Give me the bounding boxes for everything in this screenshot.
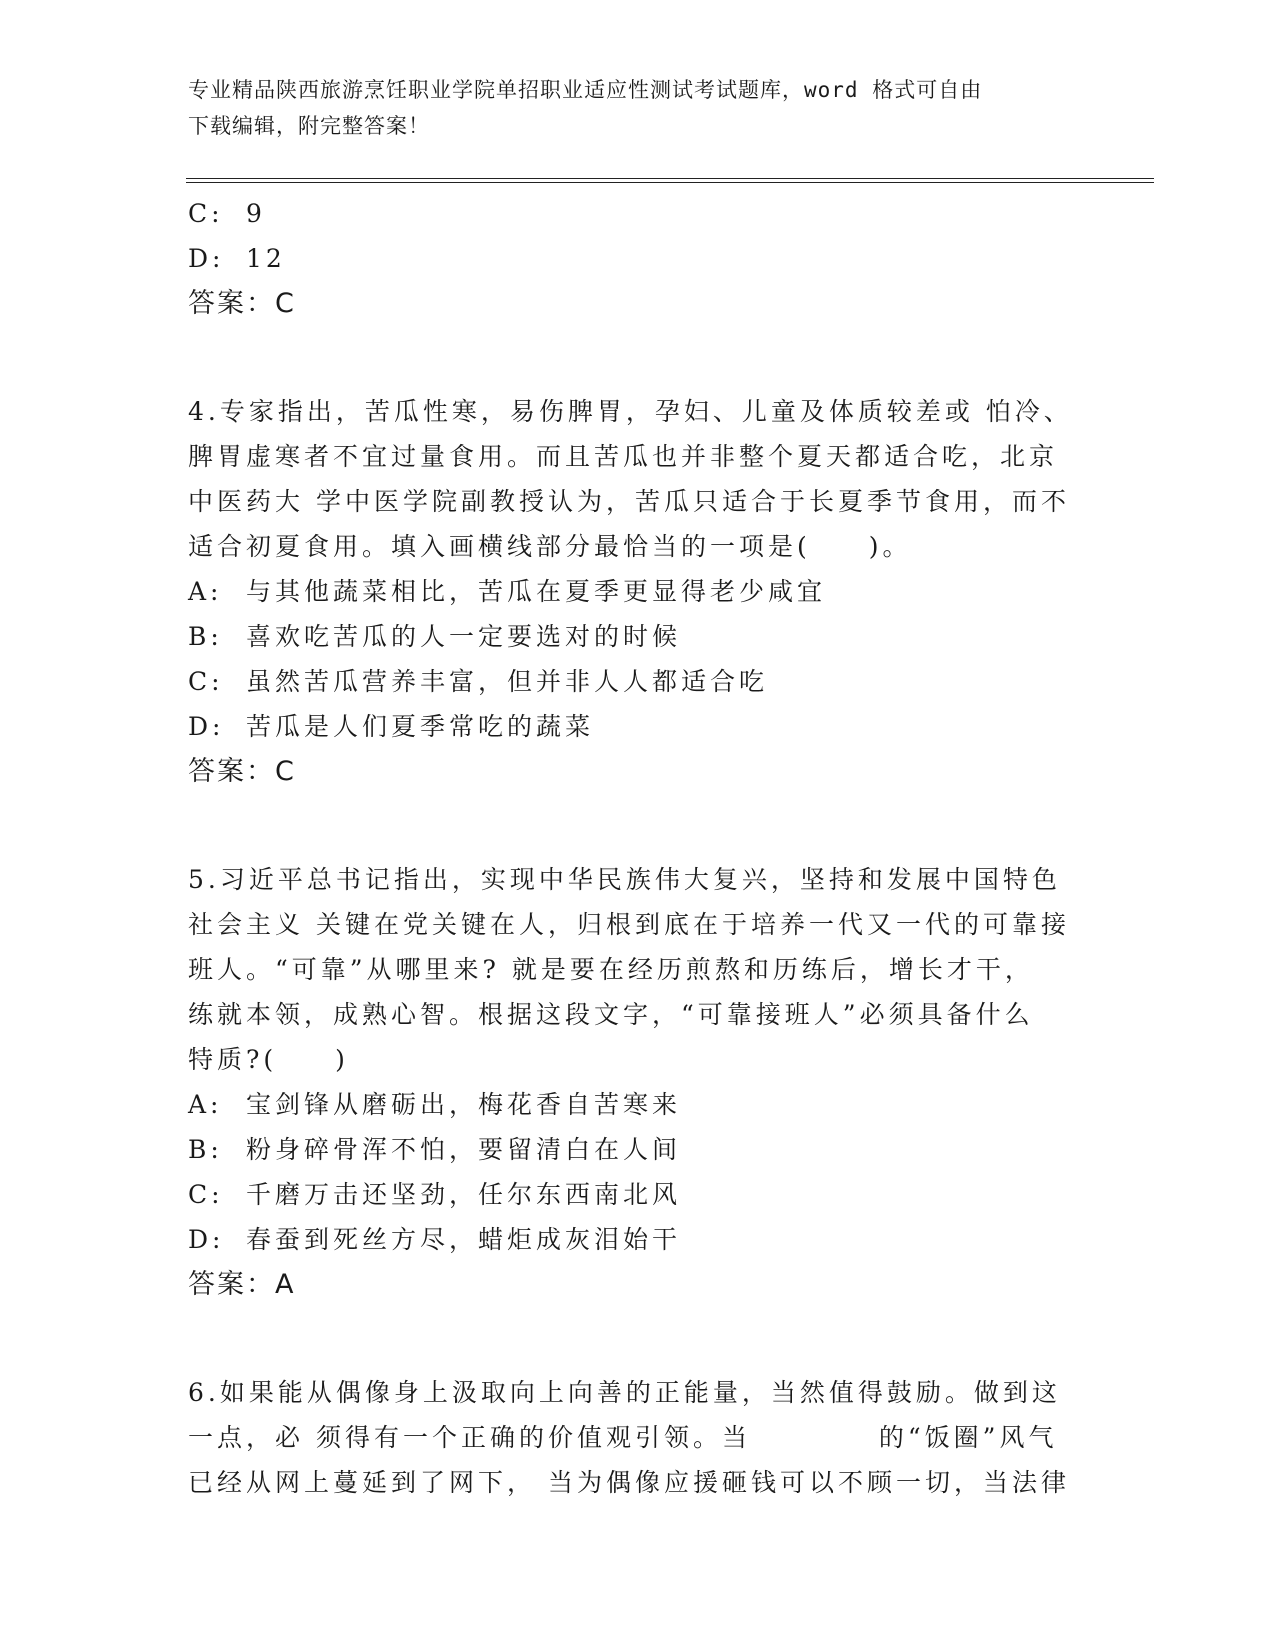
question-text-line: 特质?( ) xyxy=(188,1045,349,1074)
question-6 xyxy=(188,1370,1088,1505)
option-label: A: xyxy=(188,577,223,606)
header-divider-top xyxy=(186,178,1154,179)
option-c xyxy=(188,1172,1088,1217)
option-label: D: xyxy=(188,244,225,273)
question-text-line: 班人。“可靠”从哪里来? 就是要在经历煎熬和历练后，增长才干， xyxy=(188,955,1034,984)
option-d xyxy=(188,1217,1088,1262)
option-text: 12 xyxy=(246,244,286,273)
option-label: C: xyxy=(188,1180,224,1209)
option-a xyxy=(188,569,1088,614)
question-text-line: 社会主义 关键在党关键在人，归根到底在于培养一代又一代的可靠接 xyxy=(188,910,1070,939)
option-label: C: xyxy=(188,667,224,696)
question-text-line: 已经从网上蔓延到了网下， 当为偶像应援砸钱可以不顾一切，当法律 xyxy=(188,1468,1070,1497)
option-b xyxy=(188,1127,1088,1172)
document-header xyxy=(188,72,1088,144)
question-text-line: 5.习近平总书记指出，实现中华民族伟大复兴，坚持和发展中国特色 xyxy=(188,865,1061,894)
question-5 xyxy=(188,857,1088,1307)
option-text: 虽然苦瓜营养丰富，但并非人人都适合吃 xyxy=(246,667,769,696)
option-text: 宝剑锋从磨砺出，梅花香自苦寒来 xyxy=(246,1090,682,1119)
header-divider-bottom xyxy=(186,182,1154,183)
option-c xyxy=(188,191,1088,236)
option-text: 与其他蔬菜相比，苦瓜在夏季更显得老少咸宜 xyxy=(246,577,827,606)
question-3-tail xyxy=(188,191,1088,326)
option-text: 9 xyxy=(246,199,266,228)
header-line-1: 专业精品陕西旅游烹饪职业学院单招职业适应性测试考试题库，word 格式可自由 xyxy=(188,78,983,102)
question-text-line: 中医药大 学中医学院副教授认为，苦瓜只适合于长夏季节食用，而不 xyxy=(188,487,1070,516)
option-b xyxy=(188,614,1088,659)
option-text: 粉身碎骨浑不怕，要留清白在人间 xyxy=(246,1135,682,1164)
answer-line: 答案：C xyxy=(188,288,296,319)
option-label: A: xyxy=(188,1090,223,1119)
option-d xyxy=(188,236,1088,281)
option-label: B: xyxy=(188,1135,223,1164)
option-text: 春蚕到死丝方尽，蜡炬成灰泪始干 xyxy=(246,1225,682,1254)
answer-line: 答案：C xyxy=(188,756,296,787)
question-text-line: 4.专家指出，苦瓜性寒，易伤脾胃，孕妇、儿童及体质较差或 怕冷、 xyxy=(188,397,1073,426)
document-body xyxy=(188,191,1088,1505)
question-text-line: 练就本领，成熟心智。根据这段文字，“可靠接班人”必须具备什么 xyxy=(188,1000,1034,1029)
question-4 xyxy=(188,389,1088,794)
option-text: 喜欢吃苦瓜的人一定要选对的时候 xyxy=(246,622,682,651)
option-text: 千磨万击还坚劲，任尔东西南北风 xyxy=(246,1180,682,1209)
question-text-line: 6.如果能从偶像身上汲取向上向善的正能量，当然值得鼓励。做到这 xyxy=(188,1378,1061,1407)
option-text: 苦瓜是人们夏季常吃的蔬菜 xyxy=(246,712,595,741)
header-line-2: 下载编辑，附完整答案！ xyxy=(188,114,430,138)
answer-line: 答案：A xyxy=(188,1269,296,1300)
option-d xyxy=(188,704,1088,749)
question-text-line: 脾胃虚寒者不宜过量食用。而且苦瓜也并非整个夏天都适合吃，北京 xyxy=(188,442,1059,471)
option-label: C: xyxy=(188,199,224,228)
question-text-line: 一点，必 须得有一个正确的价值观引领。当 的“饭圈”风气 xyxy=(188,1423,1058,1452)
question-text-line: 适合初夏食用。填入画横线部分最恰当的一项是( )。 xyxy=(188,532,912,561)
option-c xyxy=(188,659,1088,704)
option-label: D: xyxy=(188,712,225,741)
option-label: D: xyxy=(188,1225,225,1254)
option-label: B: xyxy=(188,622,223,651)
option-a xyxy=(188,1082,1088,1127)
